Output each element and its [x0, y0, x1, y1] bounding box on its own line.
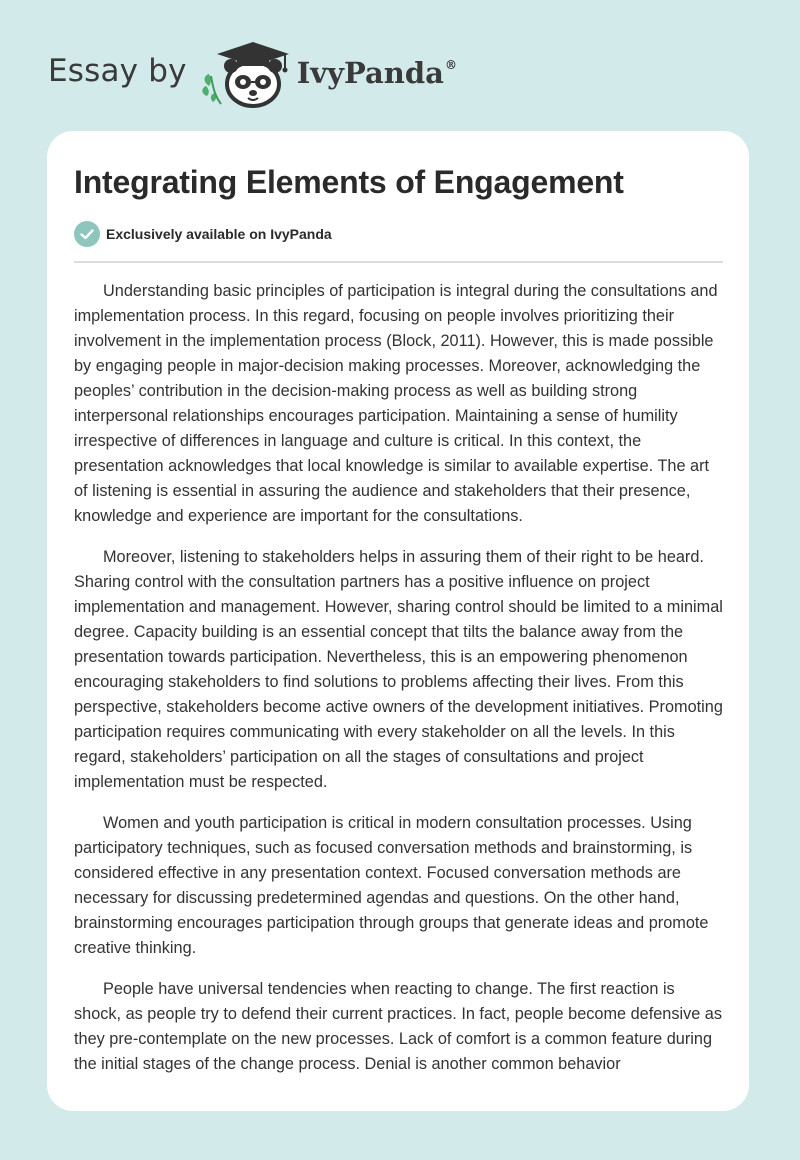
- check-icon: [74, 221, 100, 247]
- paragraph: Understanding basic principles of participation is integral during the consultations and implementation process. In this regard, focusing on people involves prioritizing their involvement in the implementation process (Block, 2011). However, this is made possible by engaging people in major-decision making processes. Moreover, acknowledging the peoples’ contribution in the decision-making process as well as building strong interpersonal relationships encourages participation. Maintaining a sense of humility irrespective of differences in language and culture is critical. In this context, the presentation acknowledges that local knowledge is similar to available expertise. The art of listening is essential in assuring the audience and stakeholders that their presence, knowledge and experience are important for the consultations.: [74, 282, 718, 525]
- brand-prefix: Essay by: [48, 53, 187, 89]
- divider: [74, 261, 723, 263]
- essay-card: [47, 131, 749, 1111]
- essay-body: [74, 279, 726, 1093]
- paragraph: People have universal tendencies when reacting to change. The first reaction is shock, as people try to defend their current practices. In fact, people become defensive as they pre-contemplate on the new processes. Lack of comfort is a common feature during the initial stages of the change process. Denial is another common behavior: [74, 980, 722, 1073]
- exclusive-badge: [74, 221, 332, 247]
- page-title: Integrating Elements of Engagement: [74, 164, 624, 200]
- paragraph: Women and youth participation is critical in modern consultation processes. Using participatory techniques, such as focused conversation methods and brainstorming, is considered effective in any presentation context. Focused conversation methods are necessary for discussing predetermined agendas and questions. On the other hand, brainstorming encourages participation through groups that generate ideas and promote creative thinking.: [74, 814, 709, 957]
- panda-graduate-icon: [201, 38, 293, 110]
- brand-name: IvyPanda®: [296, 56, 457, 90]
- badge-text: Exclusively available on IvyPanda: [106, 226, 332, 242]
- paragraph: Moreover, listening to stakeholders helps in assuring them of their right to be heard. Sharing control with the consultation partners has a positive influence on project implementation and management. However, sharing control should be limited to a minimal degree. Capacity building is an essential concept that tilts the balance away from the presentation towards participation. Nevertheless, this is an empowering phenomenon encouraging stakeholders to find solutions to problems affecting their lives. From this perspective, stakeholders become active owners of the development initiatives. Promoting participation requires communicating with every stakeholder on all the levels. In this regard, stakeholders’ participation on all the stages of consultations and project implementation must be respected.: [74, 548, 723, 791]
- trademark-symbol: ®: [444, 58, 457, 72]
- brand-header[interactable]: [48, 38, 457, 110]
